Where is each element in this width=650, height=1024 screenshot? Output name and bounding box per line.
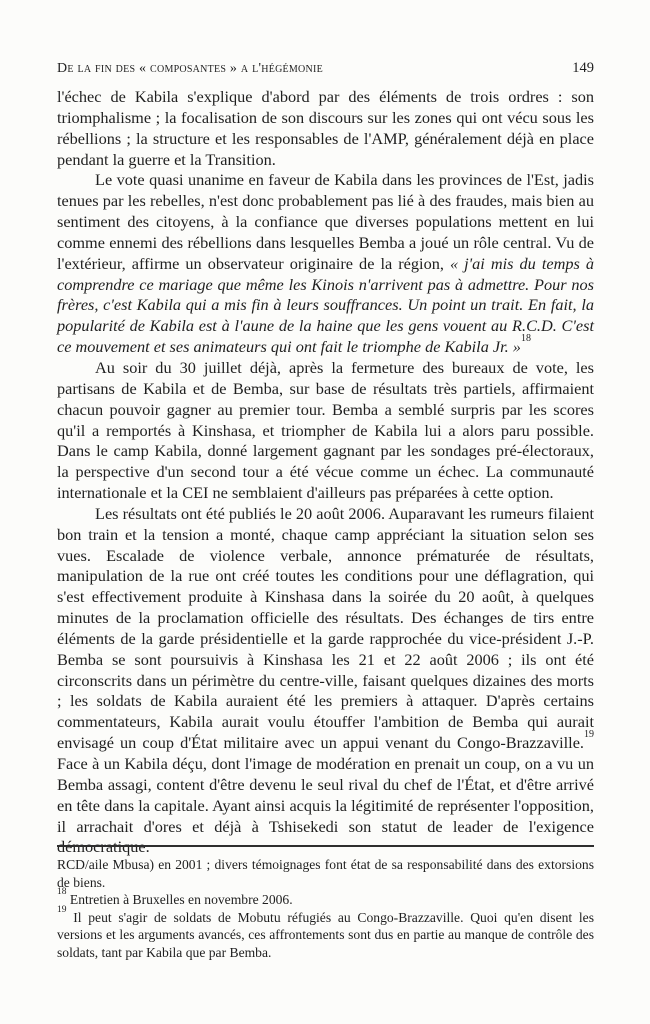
paragraph-2-text: Le vote quasi unanime en faveur de Kabila dans les provinces de l'Est, jadis tenues par les rebelles, n'est donc probablement pas lié à des fraudes, mais bien au sentiment des citoyens, à la confiance que diverses populations mettent en lui comme ennemi des rébellions dans lesquelles Bemba a joué un rôle central. Vu de l'extérieur, affirme un observateur originaire de la région, xyxy=(57,170,594,273)
paragraph-4-text-a: Les résultats ont été publiés le 20 août 2006. Auparavant les rumeurs filaient bon train et la tension a monté, chaque camp appréciant la situation selon ses vues. Escalade de violence verbale, annonce prématurée de résultats, manipulation de la rue ont créé toutes les conditions pour une déflagration, qui s'est effectivement produite à Kinshasa dans la soirée du 20 août, à quelques minutes de la proclamation officielle des résultats. Des échanges de tirs entre éléments de la garde présidentielle et la garde rapprochée du vice-président J.-P. Bemba se sont poursuivis à Kinshasa les 21 et 22 août 2006 ; ils ont été circonscrits dans un périmètre du centre-ville, faisant quelques dizaines des morts ; les soldats de Kabila auraient été les premiers à attaquer. D'après certains commentateurs, Kabila aurait voulu étouffer l'ambition de Bemba qui aurait envisagé un coup d'État militaire avec un appui venant du Congo-Brazzaville. xyxy=(57,503,594,753)
paragraph-1 xyxy=(57,87,594,170)
footnote-separator-rule xyxy=(57,845,594,847)
paragraph-3-text: Au soir du 30 juillet déjà, après la fermeture des bureaux de vote, les partisans de Kabila et de Bemba, sur base de résultats très partiels, affirmaient chacun pouvoir gagner au premier tour. Bemba a semblé surpris par les scores qu'il a remportés à Kinshasa, et triompher de Kabila lui a alors paru possible. Dans le camp Kabila, donné largement gagnant par les sondages pré-électoraux, la perspective d'un second tour a été vécue comme un échec. La communauté internationale et la CEI ne semblaient d'ailleurs pas préparées à cette option. xyxy=(57,357,594,503)
paragraph-4 xyxy=(57,504,594,858)
paragraph-4-text-b: Face à un Kabila déçu, dont l'image de modération en prenait un coup, on a vu un Bemba assagi, content d'être devenu le seul rival du chef de l'État, et d'être arrivé en tête dans la capitale. Ayant ainsi acquis la légitimité de représenter l'opposition, il arrachait d'ores et déjà à Tshisekedi son statut de leader de l'exigence démocratique. xyxy=(57,754,594,857)
footnote-18 xyxy=(57,887,594,909)
running-title: De la fin des « composantes » a l'hégémonie xyxy=(57,61,323,76)
footnote-19-text: Il peut s'agir de soldats de Mobutu réfugiés au Congo-Brazzaville. Quoi qu'en disent les versions et les arguments avancés, ces affrontements sont dus en partie au manque de contrôle des soldats, tant par Kabila que par Bemba. xyxy=(57,909,595,960)
footnote-19 xyxy=(57,904,595,962)
footnote-ref-18: 18 xyxy=(520,333,531,345)
paragraph-1-text: l'échec de Kabila s'explique d'abord par des éléments de trois ordres : son triomphalisme ; la focalisation de son discours sur les zones qui ont vécu sous les rébellions ; la structure et les responsables de l'AMP, généralement déjà en place pendant la guerre et la Transition. xyxy=(57,87,594,169)
body-text xyxy=(57,87,594,858)
italic-quotation: « j'ai mis du temps à comprendre ce mariage que même les Kinois n'arrivent pas à admettre. Pour nos frères, c'est Kabila qui a mis fin à leurs souffrances. Un point un trait. En fait, la popularité de Kabila est à l'aune de la haine que les gens vouent au R.C.D. C'est ce mouvement et ses animateurs qui ont fait le triomphe de Kabila Jr. » xyxy=(57,253,595,357)
footnote-continuation-text: RCD/aile Mbusa) en 2001 ; divers témoignages font état de sa responsabilité dans des extorsions de biens. xyxy=(57,857,594,890)
page-header xyxy=(57,60,594,77)
footnote-continuation xyxy=(57,856,594,891)
footnotes-section xyxy=(57,845,594,962)
footnote-18-text: Entretien à Bruxelles en novembre 2006. xyxy=(69,892,293,908)
footnote-19-number: 19 xyxy=(57,904,67,915)
paragraph-2 xyxy=(57,170,594,358)
page-number: 149 xyxy=(572,60,594,76)
paragraph-3 xyxy=(57,358,594,504)
footnote-ref-19: 19 xyxy=(584,729,594,741)
footnote-18-number: 18 xyxy=(57,887,67,898)
